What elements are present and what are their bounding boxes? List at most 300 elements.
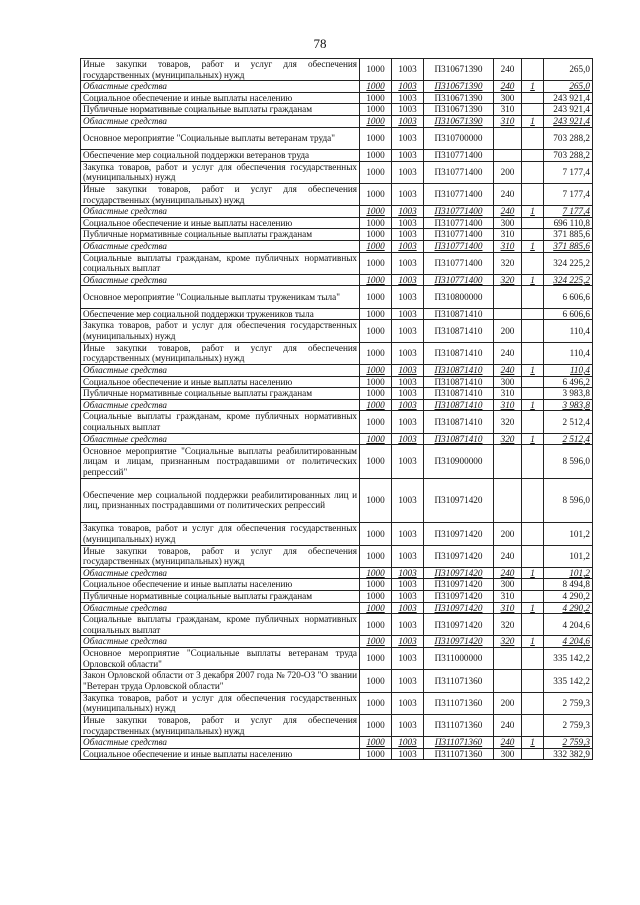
amount-cell: 371 885,6 bbox=[544, 240, 593, 252]
amount-cell: 110,4 bbox=[544, 320, 593, 342]
target-article-cell: П310771400 bbox=[424, 161, 494, 183]
expense-type-cell: 200 bbox=[494, 692, 522, 714]
table-row-regional-funds bbox=[81, 567, 593, 579]
funding-source-cell bbox=[522, 648, 544, 670]
expense-type-cell: 320 bbox=[494, 433, 522, 445]
item-name-cell: Закупка товаров, работ и услуг для обеспечения государственных (муниципальных) нужд bbox=[81, 523, 360, 545]
target-article-cell: П310671390 bbox=[424, 81, 494, 93]
table-row bbox=[81, 161, 593, 183]
expense-type-cell: 200 bbox=[494, 161, 522, 183]
subsection-code-cell: 1003 bbox=[392, 636, 424, 648]
item-name-cell: Областные средства bbox=[81, 737, 360, 749]
subsection-code-cell: 1003 bbox=[392, 579, 424, 591]
item-name-cell: Публичные нормативные социальные выплаты гражданам bbox=[81, 229, 360, 241]
section-code-cell: 1000 bbox=[360, 478, 392, 523]
expense-type-cell bbox=[494, 149, 522, 161]
amount-cell: 703 288,2 bbox=[544, 127, 593, 149]
funding-source-cell bbox=[522, 579, 544, 591]
funding-source-cell bbox=[522, 59, 544, 81]
table-row bbox=[81, 545, 593, 567]
table-row bbox=[81, 714, 593, 736]
expense-type-cell: 240 bbox=[494, 364, 522, 376]
amount-cell: 7 177,4 bbox=[544, 183, 593, 205]
table-row bbox=[81, 590, 593, 602]
subsection-code-cell: 1003 bbox=[392, 614, 424, 636]
expense-type-cell bbox=[494, 308, 522, 320]
funding-source-cell: 1 bbox=[522, 81, 544, 93]
expense-type-cell: 300 bbox=[494, 217, 522, 229]
item-name-cell: Социальные выплаты гражданам, кроме публичных нормативных социальных выплат bbox=[81, 614, 360, 636]
table-row-regional-funds bbox=[81, 399, 593, 411]
funding-source-cell bbox=[522, 149, 544, 161]
funding-source-cell bbox=[522, 252, 544, 274]
item-name-cell: Обеспечение мер социальной поддержки тружеников тыла bbox=[81, 308, 360, 320]
target-article-cell: П310671390 bbox=[424, 92, 494, 104]
expense-type-cell: 200 bbox=[494, 320, 522, 342]
table-row bbox=[81, 376, 593, 388]
target-article-cell: П310871410 bbox=[424, 388, 494, 400]
table-row bbox=[81, 388, 593, 400]
section-code-cell: 1000 bbox=[360, 286, 392, 308]
amount-cell: 7 177,4 bbox=[544, 206, 593, 218]
target-article-cell: П310671390 bbox=[424, 59, 494, 81]
expense-type-cell: 240 bbox=[494, 714, 522, 736]
funding-source-cell bbox=[522, 411, 544, 433]
expense-type-cell: 240 bbox=[494, 737, 522, 749]
subsection-code-cell: 1003 bbox=[392, 376, 424, 388]
funding-source-cell: 1 bbox=[522, 206, 544, 218]
item-name-cell: Социальное обеспечение и иные выплаты населению bbox=[81, 92, 360, 104]
target-article-cell: П310871410 bbox=[424, 376, 494, 388]
expense-type-cell: 240 bbox=[494, 206, 522, 218]
section-code-cell: 1000 bbox=[360, 602, 392, 614]
target-article-cell: П310971420 bbox=[424, 478, 494, 523]
subsection-code-cell: 1003 bbox=[392, 104, 424, 116]
amount-cell: 8 596,0 bbox=[544, 445, 593, 478]
target-article-cell: П310771400 bbox=[424, 217, 494, 229]
section-code-cell: 1000 bbox=[360, 648, 392, 670]
table-row bbox=[81, 411, 593, 433]
funding-source-cell bbox=[522, 342, 544, 364]
subsection-code-cell: 1003 bbox=[392, 523, 424, 545]
funding-source-cell bbox=[522, 478, 544, 523]
funding-source-cell: 1 bbox=[522, 737, 544, 749]
amount-cell: 6 606,6 bbox=[544, 308, 593, 320]
expense-type-cell: 300 bbox=[494, 748, 522, 760]
item-name-cell: Публичные нормативные социальные выплаты гражданам bbox=[81, 388, 360, 400]
section-code-cell: 1000 bbox=[360, 545, 392, 567]
section-code-cell: 1000 bbox=[360, 364, 392, 376]
amount-cell: 265,0 bbox=[544, 59, 593, 81]
expense-type-cell: 300 bbox=[494, 579, 522, 591]
expense-type-cell bbox=[494, 478, 522, 523]
funding-source-cell: 1 bbox=[522, 240, 544, 252]
expense-type-cell: 300 bbox=[494, 92, 522, 104]
subsection-code-cell: 1003 bbox=[392, 149, 424, 161]
target-article-cell: П311071360 bbox=[424, 737, 494, 749]
expense-type-cell: 240 bbox=[494, 545, 522, 567]
subsection-code-cell: 1003 bbox=[392, 252, 424, 274]
table-row bbox=[81, 308, 593, 320]
target-article-cell: П310871410 bbox=[424, 342, 494, 364]
funding-source-cell bbox=[522, 127, 544, 149]
table-row bbox=[81, 149, 593, 161]
subsection-code-cell: 1003 bbox=[392, 692, 424, 714]
expense-type-cell bbox=[494, 445, 522, 478]
item-name-cell: Социальные выплаты гражданам, кроме публичных нормативных социальных выплат bbox=[81, 411, 360, 433]
section-code-cell: 1000 bbox=[360, 388, 392, 400]
amount-cell: 8 494,8 bbox=[544, 579, 593, 591]
item-name-cell: Закупка товаров, работ и услуг для обеспечения государственных (муниципальных) нужд bbox=[81, 161, 360, 183]
amount-cell: 4 290,2 bbox=[544, 602, 593, 614]
item-name-cell: Областные средства bbox=[81, 274, 360, 286]
subsection-code-cell: 1003 bbox=[392, 308, 424, 320]
target-article-cell: П310671390 bbox=[424, 116, 494, 128]
amount-cell: 4 204,6 bbox=[544, 636, 593, 648]
item-name-cell: Областные средства bbox=[81, 116, 360, 128]
subsection-code-cell: 1003 bbox=[392, 737, 424, 749]
section-code-cell: 1000 bbox=[360, 737, 392, 749]
table-row-regional-funds bbox=[81, 737, 593, 749]
target-article-cell: П310871410 bbox=[424, 364, 494, 376]
subsection-code-cell: 1003 bbox=[392, 183, 424, 205]
table-row bbox=[81, 342, 593, 364]
table-row bbox=[81, 445, 593, 478]
item-name-cell: Областные средства bbox=[81, 364, 360, 376]
target-article-cell: П310771400 bbox=[424, 240, 494, 252]
funding-source-cell bbox=[522, 692, 544, 714]
item-name-cell: Закупка товаров, работ и услуг для обеспечения государственных (муниципальных) нужд bbox=[81, 692, 360, 714]
amount-cell: 110,4 bbox=[544, 342, 593, 364]
funding-source-cell bbox=[522, 670, 544, 692]
subsection-code-cell: 1003 bbox=[392, 567, 424, 579]
item-name-cell: Закон Орловской области от 3 декабря 2007 года № 720-ОЗ "О звании "Ветеран труда Орловской области" bbox=[81, 670, 360, 692]
expense-type-cell: 310 bbox=[494, 388, 522, 400]
target-article-cell: П310971420 bbox=[424, 545, 494, 567]
section-code-cell: 1000 bbox=[360, 104, 392, 116]
funding-source-cell bbox=[522, 388, 544, 400]
expense-type-cell: 320 bbox=[494, 411, 522, 433]
item-name-cell: Социальное обеспечение и иные выплаты населению bbox=[81, 748, 360, 760]
subsection-code-cell: 1003 bbox=[392, 545, 424, 567]
target-article-cell: П311071360 bbox=[424, 670, 494, 692]
funding-source-cell bbox=[522, 183, 544, 205]
item-name-cell: Областные средства bbox=[81, 602, 360, 614]
table-row bbox=[81, 286, 593, 308]
section-code-cell: 1000 bbox=[360, 92, 392, 104]
subsection-code-cell: 1003 bbox=[392, 670, 424, 692]
section-code-cell: 1000 bbox=[360, 523, 392, 545]
target-article-cell: П310771400 bbox=[424, 229, 494, 241]
section-code-cell: 1000 bbox=[360, 748, 392, 760]
item-name-cell: Обеспечение мер социальной поддержки ветеранов труда bbox=[81, 149, 360, 161]
section-code-cell: 1000 bbox=[360, 149, 392, 161]
amount-cell: 6 496,2 bbox=[544, 376, 593, 388]
expense-type-cell: 320 bbox=[494, 614, 522, 636]
item-name-cell: Публичные нормативные социальные выплаты гражданам bbox=[81, 590, 360, 602]
amount-cell: 703 288,2 bbox=[544, 149, 593, 161]
subsection-code-cell: 1003 bbox=[392, 433, 424, 445]
amount-cell: 110,4 bbox=[544, 364, 593, 376]
section-code-cell: 1000 bbox=[360, 116, 392, 128]
section-code-cell: 1000 bbox=[360, 433, 392, 445]
table-row bbox=[81, 579, 593, 591]
subsection-code-cell: 1003 bbox=[392, 116, 424, 128]
expense-type-cell bbox=[494, 127, 522, 149]
section-code-cell: 1000 bbox=[360, 670, 392, 692]
subsection-code-cell: 1003 bbox=[392, 364, 424, 376]
funding-source-cell: 1 bbox=[522, 433, 544, 445]
section-code-cell: 1000 bbox=[360, 274, 392, 286]
target-article-cell: П310771400 bbox=[424, 252, 494, 274]
amount-cell: 101,2 bbox=[544, 567, 593, 579]
subsection-code-cell: 1003 bbox=[392, 286, 424, 308]
amount-cell: 2 512,4 bbox=[544, 411, 593, 433]
expense-type-cell: 240 bbox=[494, 342, 522, 364]
section-code-cell: 1000 bbox=[360, 240, 392, 252]
target-article-cell: П311071360 bbox=[424, 748, 494, 760]
section-code-cell: 1000 bbox=[360, 59, 392, 81]
expense-type-cell: 200 bbox=[494, 523, 522, 545]
section-code-cell: 1000 bbox=[360, 614, 392, 636]
table-row bbox=[81, 127, 593, 149]
subsection-code-cell: 1003 bbox=[392, 714, 424, 736]
target-article-cell: П310871410 bbox=[424, 308, 494, 320]
expense-type-cell bbox=[494, 286, 522, 308]
expense-type-cell: 320 bbox=[494, 274, 522, 286]
target-article-cell: П310971420 bbox=[424, 523, 494, 545]
expense-type-cell: 300 bbox=[494, 376, 522, 388]
section-code-cell: 1000 bbox=[360, 590, 392, 602]
target-article-cell: П310871410 bbox=[424, 411, 494, 433]
subsection-code-cell: 1003 bbox=[392, 217, 424, 229]
amount-cell: 3 983,8 bbox=[544, 388, 593, 400]
target-article-cell: П310971420 bbox=[424, 567, 494, 579]
table-row-regional-funds bbox=[81, 116, 593, 128]
section-code-cell: 1000 bbox=[360, 161, 392, 183]
subsection-code-cell: 1003 bbox=[392, 81, 424, 93]
section-code-cell: 1000 bbox=[360, 308, 392, 320]
funding-source-cell: 1 bbox=[522, 602, 544, 614]
item-name-cell: Основное мероприятие "Социальные выплаты ветеранам труда" bbox=[81, 127, 360, 149]
target-article-cell: П310700000 bbox=[424, 127, 494, 149]
page-number: 78 bbox=[313, 36, 327, 51]
funding-source-cell bbox=[522, 161, 544, 183]
section-code-cell: 1000 bbox=[360, 81, 392, 93]
amount-cell: 243 921,4 bbox=[544, 92, 593, 104]
amount-cell: 335 142,2 bbox=[544, 648, 593, 670]
section-code-cell: 1000 bbox=[360, 692, 392, 714]
item-name-cell: Областные средства bbox=[81, 636, 360, 648]
target-article-cell: П310871410 bbox=[424, 320, 494, 342]
table-row bbox=[81, 183, 593, 205]
target-article-cell: П310900000 bbox=[424, 445, 494, 478]
funding-source-cell: 1 bbox=[522, 399, 544, 411]
funding-source-cell bbox=[522, 590, 544, 602]
funding-source-cell bbox=[522, 286, 544, 308]
item-name-cell: Социальное обеспечение и иные выплаты населению bbox=[81, 376, 360, 388]
section-code-cell: 1000 bbox=[360, 342, 392, 364]
item-name-cell: Социальное обеспечение и иные выплаты населению bbox=[81, 217, 360, 229]
subsection-code-cell: 1003 bbox=[392, 240, 424, 252]
table-row bbox=[81, 478, 593, 523]
budget-table-body bbox=[81, 59, 593, 760]
amount-cell: 101,2 bbox=[544, 545, 593, 567]
section-code-cell: 1000 bbox=[360, 320, 392, 342]
section-code-cell: 1000 bbox=[360, 445, 392, 478]
table-row-regional-funds bbox=[81, 81, 593, 93]
item-name-cell: Основное мероприятие "Социальные выплаты реабилитированным лицам и лицам, признанным пострадавшими от политических репрессий" bbox=[81, 445, 360, 478]
table-row bbox=[81, 614, 593, 636]
expense-type-cell: 310 bbox=[494, 240, 522, 252]
amount-cell: 265,0 bbox=[544, 81, 593, 93]
target-article-cell: П310671390 bbox=[424, 104, 494, 116]
section-code-cell: 1000 bbox=[360, 217, 392, 229]
amount-cell: 371 885,6 bbox=[544, 229, 593, 241]
subsection-code-cell: 1003 bbox=[392, 342, 424, 364]
funding-source-cell bbox=[522, 545, 544, 567]
funding-source-cell: 1 bbox=[522, 567, 544, 579]
funding-source-cell bbox=[522, 217, 544, 229]
target-article-cell: П310871410 bbox=[424, 433, 494, 445]
subsection-code-cell: 1003 bbox=[392, 274, 424, 286]
table-row-regional-funds bbox=[81, 636, 593, 648]
funding-source-cell bbox=[522, 445, 544, 478]
table-row bbox=[81, 252, 593, 274]
target-article-cell: П310971420 bbox=[424, 579, 494, 591]
subsection-code-cell: 1003 bbox=[392, 229, 424, 241]
amount-cell: 243 921,4 bbox=[544, 104, 593, 116]
table-row-regional-funds bbox=[81, 433, 593, 445]
funding-source-cell bbox=[522, 714, 544, 736]
table-row bbox=[81, 104, 593, 116]
section-code-cell: 1000 bbox=[360, 206, 392, 218]
table-row-regional-funds bbox=[81, 240, 593, 252]
section-code-cell: 1000 bbox=[360, 127, 392, 149]
section-code-cell: 1000 bbox=[360, 636, 392, 648]
subsection-code-cell: 1003 bbox=[392, 127, 424, 149]
target-article-cell: П310771400 bbox=[424, 274, 494, 286]
table-row-regional-funds bbox=[81, 206, 593, 218]
subsection-code-cell: 1003 bbox=[392, 206, 424, 218]
target-article-cell: П310971420 bbox=[424, 614, 494, 636]
target-article-cell: П311071360 bbox=[424, 692, 494, 714]
item-name-cell: Закупка товаров, работ и услуг для обеспечения государственных (муниципальных) нужд bbox=[81, 320, 360, 342]
amount-cell: 2 759,3 bbox=[544, 714, 593, 736]
amount-cell: 335 142,2 bbox=[544, 670, 593, 692]
item-name-cell: Основное мероприятие "Социальные выплаты ветеранам труда Орловской области" bbox=[81, 648, 360, 670]
expense-type-cell: 240 bbox=[494, 567, 522, 579]
table-row bbox=[81, 217, 593, 229]
item-name-cell: Основное мероприятие "Социальные выплаты труженикам тыла" bbox=[81, 286, 360, 308]
section-code-cell: 1000 bbox=[360, 411, 392, 433]
table-row-regional-funds bbox=[81, 602, 593, 614]
table-row bbox=[81, 320, 593, 342]
funding-source-cell bbox=[522, 748, 544, 760]
table-row bbox=[81, 670, 593, 692]
item-name-cell: Областные средства bbox=[81, 81, 360, 93]
table-row bbox=[81, 229, 593, 241]
funding-source-cell bbox=[522, 229, 544, 241]
table-row-regional-funds bbox=[81, 274, 593, 286]
item-name-cell: Областные средства bbox=[81, 399, 360, 411]
expense-type-cell: 310 bbox=[494, 399, 522, 411]
item-name-cell: Социальные выплаты гражданам, кроме публичных нормативных социальных выплат bbox=[81, 252, 360, 274]
expense-type-cell: 240 bbox=[494, 183, 522, 205]
expense-type-cell: 310 bbox=[494, 590, 522, 602]
amount-cell: 2 759,3 bbox=[544, 692, 593, 714]
item-name-cell: Областные средства bbox=[81, 433, 360, 445]
target-article-cell: П311071360 bbox=[424, 714, 494, 736]
section-code-cell: 1000 bbox=[360, 567, 392, 579]
subsection-code-cell: 1003 bbox=[392, 388, 424, 400]
amount-cell: 6 606,6 bbox=[544, 286, 593, 308]
expense-type-cell: 310 bbox=[494, 104, 522, 116]
amount-cell: 696 110,8 bbox=[544, 217, 593, 229]
target-article-cell: П310971420 bbox=[424, 636, 494, 648]
funding-source-cell: 1 bbox=[522, 636, 544, 648]
item-name-cell: Областные средства bbox=[81, 567, 360, 579]
expense-type-cell: 240 bbox=[494, 59, 522, 81]
section-code-cell: 1000 bbox=[360, 714, 392, 736]
expense-type-cell: 310 bbox=[494, 116, 522, 128]
subsection-code-cell: 1003 bbox=[392, 748, 424, 760]
subsection-code-cell: 1003 bbox=[392, 320, 424, 342]
amount-cell: 7 177,4 bbox=[544, 161, 593, 183]
item-name-cell: Иные закупки товаров, работ и услуг для обеспечения государственных (муниципальных) нужд bbox=[81, 183, 360, 205]
table-row bbox=[81, 692, 593, 714]
target-article-cell: П310771400 bbox=[424, 149, 494, 161]
subsection-code-cell: 1003 bbox=[392, 478, 424, 523]
section-code-cell: 1000 bbox=[360, 252, 392, 274]
item-name-cell: Областные средства bbox=[81, 240, 360, 252]
item-name-cell: Иные закупки товаров, работ и услуг для обеспечения государственных (муниципальных) нужд bbox=[81, 545, 360, 567]
section-code-cell: 1000 bbox=[360, 579, 392, 591]
funding-source-cell bbox=[522, 320, 544, 342]
amount-cell: 101,2 bbox=[544, 523, 593, 545]
table-row bbox=[81, 748, 593, 760]
item-name-cell: Иные закупки товаров, работ и услуг для обеспечения государственных (муниципальных) нужд bbox=[81, 714, 360, 736]
budget-table bbox=[80, 58, 593, 760]
target-article-cell: П311000000 bbox=[424, 648, 494, 670]
subsection-code-cell: 1003 bbox=[392, 602, 424, 614]
item-name-cell: Областные средства bbox=[81, 206, 360, 218]
amount-cell: 324 225,2 bbox=[544, 274, 593, 286]
expense-type-cell: 320 bbox=[494, 636, 522, 648]
subsection-code-cell: 1003 bbox=[392, 399, 424, 411]
section-code-cell: 1000 bbox=[360, 229, 392, 241]
amount-cell: 3 983,8 bbox=[544, 399, 593, 411]
amount-cell: 4 204,6 bbox=[544, 614, 593, 636]
table-row bbox=[81, 648, 593, 670]
funding-source-cell: 1 bbox=[522, 364, 544, 376]
item-name-cell: Иные закупки товаров, работ и услуг для обеспечения государственных (муниципальных) нужд bbox=[81, 342, 360, 364]
amount-cell: 4 290,2 bbox=[544, 590, 593, 602]
expense-type-cell: 310 bbox=[494, 229, 522, 241]
subsection-code-cell: 1003 bbox=[392, 59, 424, 81]
section-code-cell: 1000 bbox=[360, 376, 392, 388]
funding-source-cell bbox=[522, 614, 544, 636]
subsection-code-cell: 1003 bbox=[392, 590, 424, 602]
target-article-cell: П310871410 bbox=[424, 399, 494, 411]
amount-cell: 8 596,0 bbox=[544, 478, 593, 523]
amount-cell: 2 512,4 bbox=[544, 433, 593, 445]
subsection-code-cell: 1003 bbox=[392, 445, 424, 478]
funding-source-cell: 1 bbox=[522, 116, 544, 128]
item-name-cell: Публичные нормативные социальные выплаты гражданам bbox=[81, 104, 360, 116]
funding-source-cell bbox=[522, 376, 544, 388]
target-article-cell: П310800000 bbox=[424, 286, 494, 308]
